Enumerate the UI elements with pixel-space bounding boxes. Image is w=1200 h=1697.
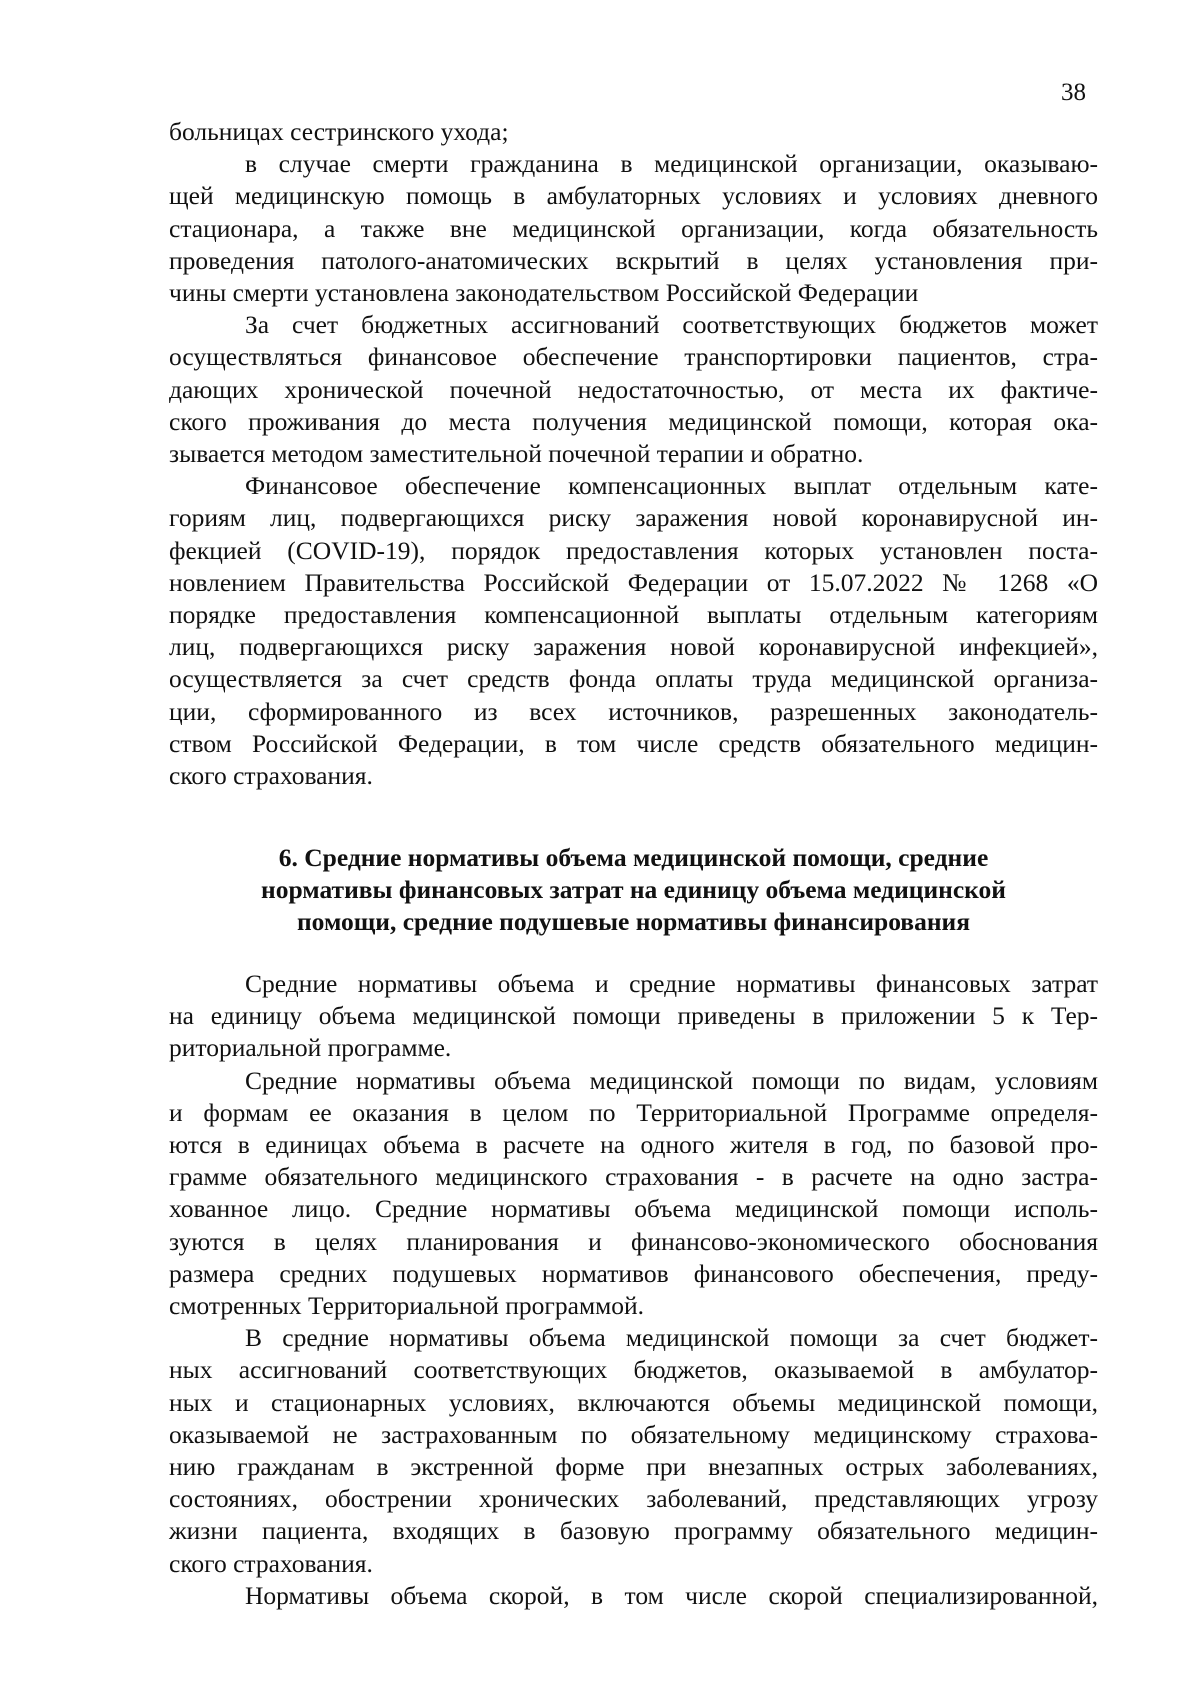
text-line: стационара, а также вне медицинской организации, когда обязательность: [169, 213, 1098, 243]
text-line: ных и стационарных условиях, включаются объемы медицинской помощи,: [169, 1387, 1098, 1417]
text-line: проведения патолого-анатомических вскрытий в целях установления при-: [169, 245, 1098, 275]
text-line: жизни пациента, входящих в базовую программу обязательного медицин-: [169, 1516, 1098, 1546]
text-line: За счет бюджетных ассигнований соответствующих бюджетов может: [245, 310, 1098, 340]
text-line: ского страхования.: [169, 761, 373, 791]
text-line: щей медицинскую помощь в амбулаторных условиях и условиях дневного: [169, 181, 1098, 211]
text-line: на единицу объема медицинской помощи приведены в приложении 5 к Тер-: [169, 1001, 1098, 1031]
text-line: Финансовое обеспечение компенсационных выплат отдельным кате-: [245, 471, 1098, 501]
body-text-block-2: [169, 968, 1098, 1612]
text-line: зуются в целях планирования и финансово-экономического обоснования: [169, 1226, 1098, 1256]
text-line: больницах сестринского ухода;: [169, 117, 509, 146]
text-line: размера средних подушевых нормативов финансового обеспечения, преду-: [169, 1258, 1098, 1288]
text-line: и формам ее оказания в целом по Территориальной Программе определя-: [169, 1097, 1098, 1127]
heading-line: нормативы финансовых затрат на единицу объема медицинской: [261, 875, 1006, 904]
text-line: хованное лицо. Средние нормативы объема медицинской помощи исполь-: [169, 1194, 1098, 1224]
text-line: ского страхования.: [169, 1548, 373, 1578]
text-line: нию гражданам в экстренной форме при внезапных острых заболеваниях,: [169, 1452, 1098, 1482]
text-line: лиц, подвергающихся риску заражения новой коронавирусной инфекцией»,: [169, 632, 1098, 662]
text-line: осуществляться финансовое обеспечение транспортировки пациентов, стра-: [169, 342, 1098, 372]
section-heading: [169, 842, 1098, 938]
text-line: фекцией (COVID-19), порядок предоставления которых установлен поста-: [169, 535, 1098, 565]
text-line: в случае смерти гражданина в медицинской организации, оказываю-: [245, 149, 1098, 179]
text-line: порядке предоставления компенсационной выплаты отдельным категориям: [169, 600, 1098, 630]
text-line: осуществляется за счет средств фонда оплаты труда медицинской организа-: [169, 664, 1098, 694]
text-line: чины смерти установлена законодательством Российской Федерации: [169, 278, 919, 308]
text-line: зывается методом заместительной почечной терапии и обратно.: [169, 439, 864, 469]
text-line: ции, сформированного из всех источников, разрешенных законодатель-: [169, 696, 1098, 726]
page-number: 38: [1061, 79, 1086, 106]
text-line: В средние нормативы объема медицинской помощи за счет бюджет-: [245, 1323, 1098, 1353]
text-line: состояниях, обострении хронических заболеваний, представляющих угрозу: [169, 1484, 1098, 1514]
text-line: новлением Правительства Российской Федерации от 15.07.2022 № 1268 «О: [169, 567, 1098, 597]
text-line: Нормативы объема скорой, в том числе скорой специализированной,: [245, 1580, 1098, 1610]
text-line: ются в единицах объема в расчете на одного жителя в год, по базовой про-: [169, 1130, 1098, 1160]
text-line: ных ассигнований соответствующих бюджетов, оказываемой в амбулатор-: [169, 1355, 1098, 1385]
text-line: дающих хронической почечной недостаточностью, от места их фактиче-: [169, 374, 1098, 404]
heading-line: 6. Средние нормативы объема медицинской помощи, средние: [278, 843, 989, 872]
text-line: грамме обязательного медицинского страхования - в расчете на одно застра-: [169, 1162, 1098, 1192]
text-line: риториальной программе.: [169, 1033, 452, 1063]
body-text-block-1: [169, 116, 1098, 792]
text-line: ством Российской Федерации, в том числе средств обязательного медицин-: [169, 728, 1098, 758]
text-line: Средние нормативы объема медицинской помощи по видам, условиям: [245, 1065, 1098, 1095]
text-line: ского проживания до места получения медицинской помощи, которая ока-: [169, 406, 1098, 436]
text-line: оказываемой не застрахованным по обязательному медицинскому страхова-: [169, 1419, 1098, 1449]
text-line: гориям лиц, подвергающихся риску заражения новой коронавирусной ин-: [169, 503, 1098, 533]
text-line: смотренных Территориальной программой.: [169, 1291, 644, 1321]
text-line: Средние нормативы объема и средние нормативы финансовых затрат: [245, 969, 1098, 998]
heading-line: помощи, средние подушевые нормативы финансирования: [296, 907, 971, 936]
